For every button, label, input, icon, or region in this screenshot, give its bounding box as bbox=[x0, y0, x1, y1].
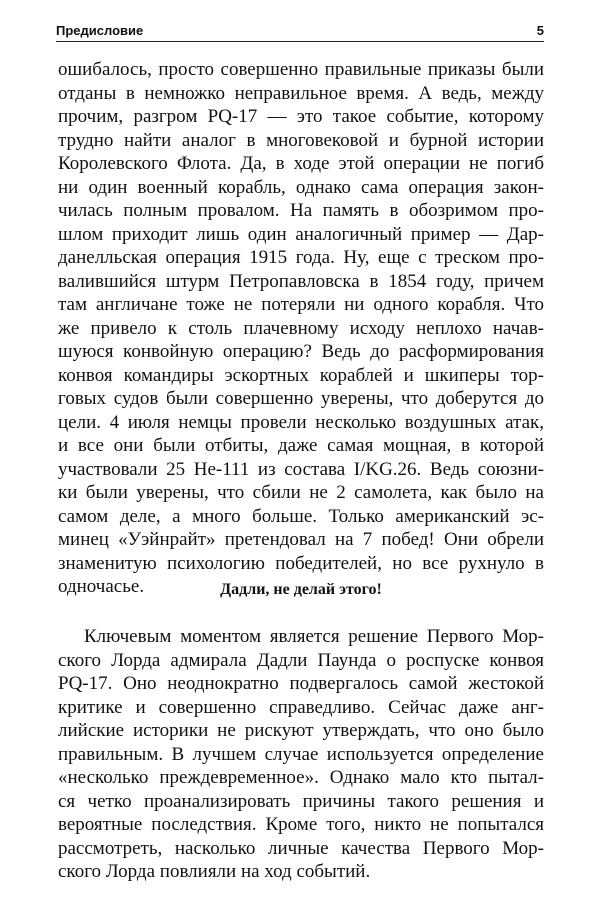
text-line: критике и совершенно справедливо. Сейчас даже анг- bbox=[58, 696, 544, 718]
text-line: шуюся конвойную операцию? Ведь до расформирования bbox=[58, 341, 544, 362]
text-line: данелльская операция 1915 года. Ну, еще с треском про- bbox=[58, 247, 544, 268]
text-line: лийские историки не рискуют утверждать, что оно было bbox=[58, 720, 544, 741]
section-heading: Дадли, не делай этого! bbox=[220, 581, 382, 598]
text-line: «несколько преждевременное». Однако мало кто пытал- bbox=[58, 767, 544, 788]
text-line: трудно найти аналог в многовековой и бурной истории bbox=[58, 129, 544, 151]
text-line: прочим, разгром PQ-17 — это такое событие, которому bbox=[58, 106, 544, 127]
text-line: отданы в немножко неправильное время. А ведь, между bbox=[58, 82, 544, 104]
text-line: самом деле, а много больше. Только американский эс- bbox=[58, 505, 544, 527]
paragraph-2 bbox=[58, 625, 544, 884]
text-line: участвовали 25 Не-111 из состава I/KG.26. Ведь союзни- bbox=[58, 458, 544, 480]
section-title: Предисловие bbox=[56, 23, 144, 38]
text-line: ки были уверены, что сбили не 2 самолета, как было на bbox=[58, 482, 544, 503]
text-line: чилась полным провалом. На память в обозримом про- bbox=[58, 200, 544, 221]
text-line: ского Лорда адмирала Дадли Паунда о роспуске конвоя bbox=[58, 649, 544, 671]
text-line: правильным. В лучшем случае используется определение bbox=[58, 743, 544, 765]
paragraph-1 bbox=[58, 58, 544, 599]
text-line: же привело к столь плачевному исходу неплохо начав- bbox=[58, 317, 544, 339]
text-line: минец «Уэйнрайт» претендовал на 7 побед! Они обрели bbox=[58, 529, 544, 550]
text-line: одночасье. bbox=[58, 576, 145, 597]
text-line: шлом приходит лишь один аналогичный пример — Дар- bbox=[58, 223, 544, 245]
text-line: цели. 4 июля немцы провели несколько воздушных атак, bbox=[58, 411, 544, 433]
text-line: знаменитую психологию победителей, но все рухнуло в bbox=[58, 552, 544, 574]
text-line: Ключевым моментом является решение Первого Мор- bbox=[84, 626, 544, 647]
page-number: 5 bbox=[536, 23, 544, 38]
text-line: рассмотреть, насколько личные качества Первого Мор- bbox=[58, 837, 544, 859]
text-line: вероятные последствия. Кроме того, никто не попытался bbox=[58, 814, 544, 835]
text-line: и все они были отбиты, даже самая мощная, в которой bbox=[58, 435, 544, 456]
text-line: валившийся штурм Петропавловска в 1854 году, причем bbox=[58, 270, 544, 292]
text-line: Королевского Флота. Да, в ходе этой операции не погиб bbox=[58, 153, 544, 174]
text-line: там англичане тоже не потеряли ни одного корабля. Что bbox=[58, 294, 544, 315]
text-line: ского Лорда повлияли на ход событий. bbox=[58, 861, 371, 882]
running-header bbox=[56, 14, 544, 42]
text-line: PQ-17. Оно неоднократно подвергалось самой жестокой bbox=[58, 673, 544, 694]
text-line: ни один военный корабль, однако сама операция закон- bbox=[58, 176, 544, 198]
text-line: ошибалось, просто совершенно правильные приказы были bbox=[58, 59, 544, 80]
text-line: ся четко проанализировать причины такого решения и bbox=[58, 790, 544, 812]
text-line: конвоя командиры эскортных кораблей и шкиперы тор- bbox=[58, 364, 544, 386]
text-line: говых судов были совершенно уверены, что доберутся до bbox=[58, 388, 544, 409]
